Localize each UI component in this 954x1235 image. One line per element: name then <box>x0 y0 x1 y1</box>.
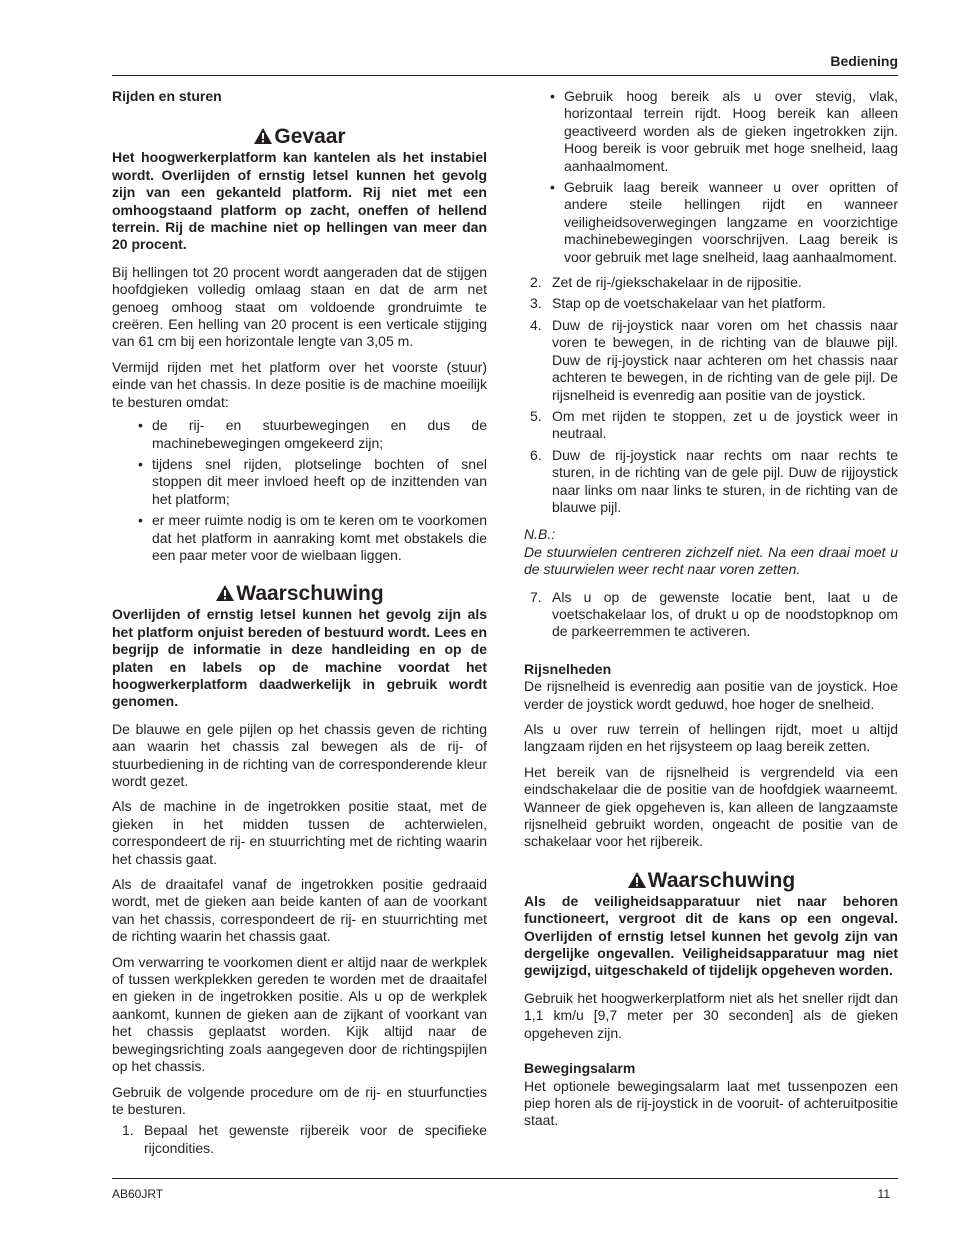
step-text: Zet de rij-/giekschakelaar in de rijpositie. <box>552 274 802 291</box>
step-number: 1. <box>122 1122 134 1139</box>
bullet-list <box>112 417 487 564</box>
paragraph: Bij hellingen tot 20 procent wordt aangeraden dat de stijgen hoofdgieken volledig omlaag staan en dat de arm net genoeg omhoog staat om voldoende grondruimte te creëren. Een helling van 20 procent is een verticale stijging van 61 cm bij een horizontale lengte van 3,05 m. <box>112 263 487 350</box>
steps-list <box>524 274 898 516</box>
warning-triangle-icon <box>253 127 273 145</box>
alarm-heading: Bewegingsalarm <box>524 1060 636 1077</box>
paragraph: Als de machine in de ingetrokken positie staat, met de gieken in het midden tussen de achterwielen, correspondeert de rij- en stuurrichting met de richting waarin het chassis gaat. <box>112 798 487 867</box>
step-number: 5. <box>530 407 542 424</box>
step-number: 4. <box>530 316 542 333</box>
step-item <box>524 447 898 517</box>
step-number: 2. <box>530 274 542 291</box>
left-column <box>112 88 487 1165</box>
warning-triangle-icon <box>627 871 647 889</box>
paragraph: Om verwarring te voorkomen dient er altijd naar de werkplek of tussen werkplekken gereden te worden met de draaitafel en gieken in de ingetrokken positie. Als u op de werkplek aankomt, kunnen de gieken aan de zijkant of voorkant van het chassis geplaatst worden. Kijk altijd naar de bewegingsrichting zoals aangegeven door de richtingspijlen op het chassis. <box>112 953 487 1075</box>
list-item: • tijdens snel rijden, plotselinge bochten of snel stoppen dit meer invloed heeft op de inzittenden van het platform; <box>136 456 487 508</box>
step-text: Stap op de voetschakelaar van het platform. <box>552 295 826 312</box>
page-number: 11 <box>877 1187 890 1201</box>
step-item <box>524 317 898 404</box>
danger-title <box>112 125 487 149</box>
paragraph: Het bereik van de rijsnelheid is vergrendeld via een eindschakelaar die de positie van de hoofdgiek waarneemt. Wanneer de giek opgeheven is, kan alleen de langzaamste rijsnelheid gebruikt worden, ongeacht de positie van de schakelaar voor het rijbereik. <box>524 763 898 850</box>
step-item <box>524 408 898 443</box>
warning-text: Overlijden of ernstig letsel kunnen het gevolg zijn als het platform onjuist bereden of bestuurd wordt. Lees en begrijp de informatie in deze handleiding en op de platen en labels op de machine voordat het hoogwerkerplatform daadwerkelijk in gebruik wordt genomen. <box>112 606 487 710</box>
danger-title-text: Gevaar <box>274 125 346 149</box>
steps-list <box>524 589 898 641</box>
step-item <box>524 295 898 312</box>
warning-title-text: Waarschuwing <box>647 868 796 892</box>
footer-rule <box>112 1178 898 1179</box>
danger-text: Het hoogwerkerplatform kan kantelen als het instabiel wordt. Overlijden of ernstig letsel kunnen het gevolg zijn van een gekanteld platform. Rij niet met een omhoogstaand platform op zacht, oneffen of hellend terrein. Rij de machine niet op hellingen van meer dan 20 procent. <box>112 149 487 253</box>
paragraph: Als u over ruw terrein of hellingen rijdt, moet u altijd langzaam rijden en het rijsysteem op laag bereik zetten. <box>524 721 898 755</box>
footer-model: AB60JRT <box>112 1187 164 1201</box>
bullet-list <box>524 88 898 266</box>
paragraph: De rijsnelheid is evenredig aan positie van de joystick. Hoe verder de joystick wordt geduwd, hoe hoger de snelheid. <box>524 678 898 712</box>
paragraph: De blauwe en gele pijlen op het chassis geven de richting aan waarin het chassis zal bewegen als de rij- of stuurbediening in de richting van de corresponderende kleur wordt gezet. <box>112 720 487 789</box>
steps-list <box>112 1122 487 1157</box>
speed-heading: Rijsnelheden <box>524 660 612 677</box>
note-label: N.B.: <box>524 526 556 543</box>
step-number: 6. <box>530 446 542 463</box>
paragraph: Het optionele bewegingsalarm laat met tussenpozen een piep horen als de rij-joystick in de vooruit- of achteruitpositie staat. <box>524 1077 898 1129</box>
paragraph: Vermijd rijden met het platform over het voorste (stuur) einde van het chassis. In deze positie is de machine moeilijk te besturen omdat: <box>112 358 487 410</box>
warning-triangle-icon <box>215 584 235 602</box>
section-heading: Rijden en sturen <box>112 88 222 104</box>
step-text: Om met rijden te stoppen, zet u de joystick weer in neutraal. <box>552 407 898 442</box>
warning-title <box>524 869 898 893</box>
list-item: • Gebruik laag bereik wanneer u over opritten of andere steile hellingen rijdt en wanneer veiligheidsoverwegingen langzame en voorzichtige machinebewegingen voorschrijven. Laag bereik is voor gebruik met lage snelheid, laag aanhaalmoment. <box>548 179 898 266</box>
page-header-label: Bediening <box>830 53 898 69</box>
paragraph: Als de draaitafel vanaf de ingetrokken positie gedraaid wordt, met de gieken aan beide kanten of aan de voorkant van het chassis, correspondeert de rij- en stuurrichting met de richting waarin het chassis gaat. <box>112 876 487 945</box>
header-rule <box>112 75 898 76</box>
warning-title <box>112 582 487 606</box>
list-item: • de rij- en stuurbewegingen en dus de machinebewegingen omgekeerd zijn; <box>136 417 487 452</box>
step-number: 3. <box>530 295 542 312</box>
step-text: Duw de rij-joystick naar rechts om naar rechts te sturen, in de richting van de gele pijl. Duw de rijjoystick naar links om naar links te sturen, in de richting van de blauwe pijl. <box>552 446 898 515</box>
right-column <box>524 88 898 1138</box>
warning-title-text: Waarschuwing <box>236 582 384 606</box>
step-text: Bepaal het gewenste rijbereik voor de specifieke rijcondities. <box>144 1122 487 1156</box>
warning-text: Als de veiligheidsapparatuur niet naar behoren functioneert, vergroot dit de kans op een ongeval. Overlijden of ernstig letsel kunnen het gevolg zijn van dergelijke ongevallen. Veiligheidsapparatuur mag niet gewijzigd, uitgeschakeld of tijdelijk opgeheven worden. <box>524 892 898 979</box>
step-text: Duw de rij-joystick naar voren om het chassis naar voren te bewegen, in de richting van de blauwe pijl. Duw de rij-joystick naar achteren om het chassis naar achteren te bewegen, in de richting van de gele pijl. De rijsnelheid is evenredig aan positie van de joystick. <box>552 316 898 403</box>
note-text: De stuurwielen centreren zichzelf niet. Na een draai moet u de stuurwielen weer recht naar voren zetten. <box>524 543 898 578</box>
list-item: • Gebruik hoog bereik als u over stevig, vlak, horizontaal terrein rijdt. Hoog bereik kan alleen geactiveerd worden als de gieken ingetrokken zijn. Hoog bereik is voor gebruik met hoge snelheid, laag aanhaalmoment. <box>548 88 898 175</box>
step-text: Als u op de gewenste locatie bent, laat u de voetschakelaar los, of drukt u op de noodstopknop om de parkeerremmen te activeren. <box>552 588 898 640</box>
list-item: • er meer ruimte nodig is om te keren om te voorkomen dat het platform in aanraking komt met obstakels die een paar meter voor de wielbaan liggen. <box>136 512 487 564</box>
paragraph: Gebruik het hoogwerkerplatform niet als het sneller rijdt dan 1,1 km/u [9,7 meter per 30 seconden] als de gieken opgeheven zijn. <box>524 989 898 1041</box>
step-item <box>116 1122 487 1157</box>
paragraph: Gebruik de volgende procedure om de rij- en stuurfuncties te besturen. <box>112 1083 487 1117</box>
step-number: 7. <box>530 588 542 605</box>
step-item <box>524 589 898 641</box>
step-item <box>524 274 898 291</box>
